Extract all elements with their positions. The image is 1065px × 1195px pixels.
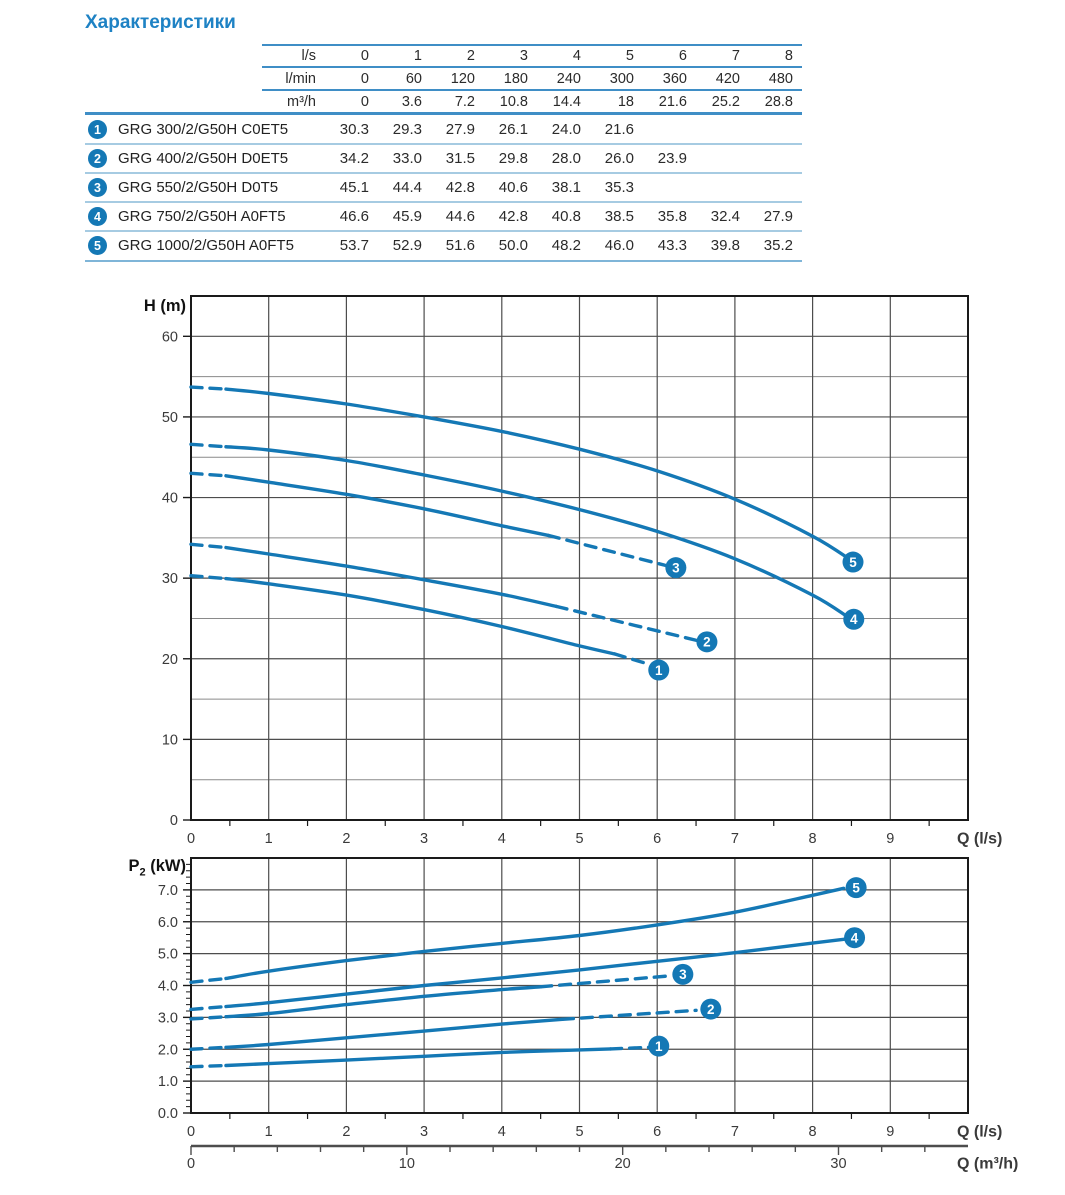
flow-value: 300: [609, 70, 634, 87]
x-tick-label: 1: [264, 831, 273, 848]
pump-curve-5: [226, 888, 844, 978]
curve-label-number: 3: [679, 967, 687, 983]
curve-label-number: 1: [654, 1038, 663, 1054]
head-value: 50.0: [498, 237, 528, 254]
page-title: Характеристики: [85, 12, 236, 33]
pump-curve-3-dashed: [191, 1017, 226, 1019]
y-tick-label: 5.0: [157, 946, 178, 963]
pump-curve-3-dashed: [191, 473, 226, 475]
pump-curve-4-dashed: [191, 444, 226, 446]
x-tick-label: 2: [342, 1124, 351, 1141]
y-tick-label: 50: [161, 409, 178, 426]
head-value: 40.8: [551, 208, 581, 225]
pump-curve-2: [226, 548, 556, 607]
x-tick-label: 1: [264, 1124, 273, 1141]
head-value: 45.1: [339, 179, 369, 196]
m3h-tick-label: 0: [186, 1156, 196, 1173]
head-value: 35.8: [657, 208, 687, 225]
flow-value: 3.6: [401, 93, 422, 110]
flow-value: 25.2: [711, 93, 740, 110]
pump-curve-1-dashed: [191, 1066, 226, 1067]
flow-value: 120: [450, 70, 475, 87]
y-tick-label: 0.0: [157, 1106, 178, 1123]
head-value: 35.2: [763, 237, 793, 254]
flow-value: 8: [784, 47, 793, 64]
x-tick-label: 7: [730, 831, 739, 848]
head-value: 48.2: [551, 237, 581, 254]
m3h-tick-label: 20: [614, 1156, 631, 1173]
head-value: 38.1: [551, 179, 581, 196]
m3h-tick-label: 10: [398, 1156, 415, 1173]
x-tick-label: 9: [886, 1124, 895, 1141]
pump-curve-1: [226, 1049, 611, 1066]
head-value: 26.1: [498, 121, 528, 138]
head-value: 38.5: [604, 208, 634, 225]
pump-curve-2-dashed: [191, 544, 226, 547]
head-value: 31.5: [445, 150, 475, 167]
head-value: 46.0: [604, 237, 634, 254]
flow-value: 360: [662, 70, 687, 87]
x-tick-label: 3: [420, 1124, 429, 1141]
head-value: 32.4: [710, 208, 740, 225]
flow-value: 7: [731, 47, 740, 64]
head-value: 26.0: [604, 150, 634, 167]
flow-value: 4: [572, 47, 581, 64]
y-tick-label: 6.0: [157, 914, 178, 931]
flow-value: 420: [715, 70, 740, 87]
x-tick-label: 3: [420, 831, 429, 848]
curve-label-number: 1: [654, 662, 663, 678]
y-tick-label: 40: [161, 490, 178, 507]
head-value: 29.3: [392, 121, 422, 138]
head-value: 28.0: [551, 150, 581, 167]
x-tick-label: 4: [497, 831, 506, 848]
y-tick-label: 1.0: [157, 1074, 178, 1091]
m3h-axis-title: Q (m³/h): [957, 1155, 1019, 1173]
pump-model-name: GRG 400/2/G50H D0ET5: [118, 150, 289, 167]
head-value: 29.8: [498, 150, 528, 167]
flow-value: 5: [625, 47, 634, 64]
flow-value: 240: [556, 70, 581, 87]
flow-value: 21.6: [658, 93, 687, 110]
head-value: 21.6: [604, 121, 634, 138]
curve-label-number: 2: [707, 1001, 715, 1017]
x-tick-label: 7: [730, 1124, 739, 1141]
m3h-tick-label: 30: [830, 1156, 847, 1173]
head-value: 45.9: [392, 208, 422, 225]
y-tick-label: 3.0: [157, 1010, 178, 1027]
flow-value: 0: [360, 70, 369, 87]
head-value: 30.3: [339, 121, 369, 138]
head-value: 24.0: [551, 121, 581, 138]
x-tick-label: 0: [186, 831, 196, 848]
y-tick-label: 2.0: [157, 1042, 178, 1059]
x-axis-title: Q (l/s): [957, 830, 1003, 848]
curve-label-number: 5: [852, 880, 860, 896]
flow-value: 18: [617, 93, 634, 110]
curve-label-number: 4: [850, 612, 858, 628]
y-tick-label: 10: [161, 732, 178, 749]
head-value: 27.9: [445, 121, 475, 138]
model-number-badge: 3: [88, 178, 107, 197]
flow-value: 7.2: [454, 93, 475, 110]
y-tick-label: 7.0: [157, 882, 178, 899]
x-axis-title: Q (l/s): [957, 1123, 1003, 1141]
x-tick-label: 8: [808, 831, 817, 848]
x-tick-label: 8: [808, 1124, 817, 1141]
pump-curve-2: [226, 1019, 562, 1047]
y-tick-label: 20: [161, 651, 178, 668]
curve-label-number: 5: [849, 554, 857, 570]
head-value: 43.3: [657, 237, 687, 254]
head-value: 53.7: [339, 237, 369, 254]
pump-curve-2-dashed: [556, 606, 696, 640]
x-tick-label: 9: [886, 831, 895, 848]
x-tick-label: 2: [342, 831, 351, 848]
hq-y-axis-title: H (m): [143, 297, 186, 315]
flow-value: 2: [466, 47, 475, 64]
head-value: 27.9: [763, 208, 793, 225]
pump-curve-4-dashed: [191, 1007, 226, 1010]
head-value: 40.6: [498, 179, 528, 196]
y-tick-label: 0: [169, 813, 178, 830]
head-value: 44.4: [392, 179, 422, 196]
flow-value: 0: [360, 93, 369, 110]
flow-unit-label: m³/h: [287, 93, 316, 110]
head-value: 23.9: [657, 150, 687, 167]
p2-title-unit: (kW): [145, 857, 186, 875]
pump-curve-3: [226, 476, 548, 536]
curve-label-number: 4: [850, 930, 859, 946]
head-value: 44.6: [445, 208, 475, 225]
head-value: 42.8: [498, 208, 528, 225]
pump-curve-1: [226, 579, 615, 654]
flow-value: 480: [768, 70, 793, 87]
head-value: 51.6: [445, 237, 475, 254]
head-value: 46.6: [339, 208, 369, 225]
pump-curve-2-dashed: [191, 1047, 226, 1049]
model-number-badge: 5: [88, 236, 107, 255]
y-tick-label: 4.0: [157, 978, 178, 995]
head-value: 33.0: [392, 150, 422, 167]
head-value: 52.9: [392, 237, 422, 254]
flow-value: 180: [503, 70, 528, 87]
pump-curve-3-dashed: [548, 535, 665, 565]
flow-value: 10.8: [499, 93, 528, 110]
y-tick-label: 60: [161, 329, 178, 346]
pump-model-name: GRG 1000/2/G50H A0FT5: [118, 237, 294, 254]
y-tick-label: 30: [161, 571, 178, 588]
x-tick-label: 5: [575, 831, 584, 848]
x-tick-label: 4: [497, 1124, 506, 1141]
x-tick-label: 0: [186, 1124, 196, 1141]
head-value: 39.8: [710, 237, 740, 254]
pump-model-name: GRG 300/2/G50H C0ET5: [118, 121, 289, 138]
curve-label-number: 3: [672, 560, 680, 576]
pump-model-name: GRG 550/2/G50H D0T5: [118, 179, 279, 196]
flow-value: 6: [678, 47, 687, 64]
flow-unit-label: l/min: [285, 70, 316, 87]
flow-value: 3: [519, 47, 528, 64]
model-number-badge: 1: [88, 120, 107, 139]
flow-value: 1: [413, 47, 422, 64]
p2-title-sub: 2: [139, 866, 146, 879]
pump-model-name: GRG 750/2/G50H A0FT5: [118, 208, 286, 225]
flow-value: 60: [405, 70, 422, 87]
flow-value: 0: [360, 47, 369, 64]
x-tick-label: 5: [575, 1124, 584, 1141]
flow-value: 14.4: [552, 93, 581, 110]
head-value: 42.8: [445, 179, 475, 196]
flow-value: 28.8: [764, 93, 793, 110]
model-number-badge: 2: [88, 149, 107, 168]
model-number-badge: 4: [88, 207, 107, 226]
pump-curve-4: [226, 939, 844, 1006]
curve-label-number: 2: [703, 634, 711, 650]
pump-curve-5-dashed: [191, 978, 226, 982]
x-tick-label: 6: [653, 1124, 662, 1141]
head-value: 34.2: [339, 150, 369, 167]
p2-title-main: P: [128, 857, 140, 875]
x-tick-label: 6: [653, 831, 662, 848]
pump-curve-5-dashed: [191, 387, 226, 389]
flow-unit-label: l/s: [301, 47, 316, 64]
head-value: 35.3: [604, 179, 634, 196]
